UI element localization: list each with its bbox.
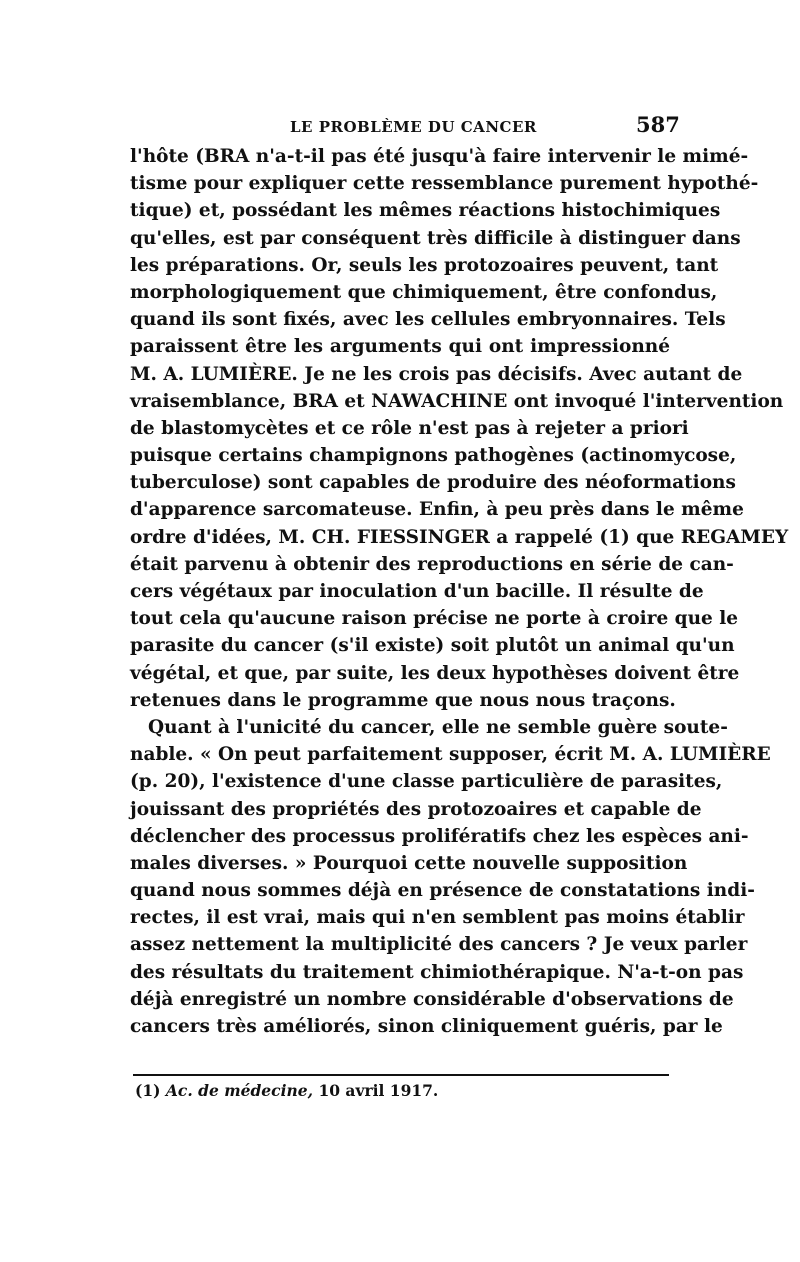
text-line: vraisemblance, BRA et NAWACHINE ont invoqué l'intervention	[130, 390, 784, 412]
footnote-divider	[133, 1074, 669, 1076]
body-text	[130, 143, 789, 1040]
text-line: males diverses. » Pourquoi cette nouvelle supposition	[130, 852, 688, 874]
footnote-date: 10 avril 1917.	[318, 1081, 439, 1100]
text-line: végétal, et que, par suite, les deux hypothèses doivent être	[130, 662, 740, 684]
footnote-source: Ac. de médecine,	[165, 1081, 314, 1100]
running-title: LE PROBLÈME DU CANCER	[290, 118, 537, 136]
footnote	[135, 1081, 438, 1100]
text-line: cancers très améliorés, sinon cliniquement guéris, par le	[130, 1016, 723, 1037]
text-line: tique) et, possédant les mêmes réactions histochimiques	[130, 200, 721, 222]
text-line: rectes, il est vrai, mais qui n'en semblent pas moins établir	[130, 907, 745, 929]
text-line: quand ils sont fixés, avec les cellules embryonnaires. Tels	[130, 309, 726, 331]
text-line: jouissant des propriétés des protozoaires et capable de	[130, 798, 702, 820]
text-line: tout cela qu'aucune raison précise ne porte à croire que le	[130, 608, 739, 630]
text-line: cers végétaux par inoculation d'un bacille. Il résulte de	[130, 581, 704, 602]
text-line: de blastomycètes et ce rôle n'est pas à rejeter a priori	[130, 417, 689, 439]
text-line: nable. « On peut parfaitement supposer, écrit M. A. LUMIÈRE	[130, 744, 771, 766]
text-line: parasite du cancer (s'il existe) soit plutôt un animal qu'un	[130, 635, 735, 657]
text-line: quand nous sommes déjà en présence de constatations indi-	[130, 880, 755, 902]
text-line: tuberculose) sont capables de produire des néoformations	[130, 472, 736, 494]
text-line: l'hôte (BRA n'a-t-il pas été jusqu'à faire intervenir le mimé-	[130, 146, 749, 167]
text-line-paragraph-end: retenues dans le programme que nous nous traçons.	[130, 689, 676, 711]
text-line: (p. 20), l'existence d'une classe particulière de parasites,	[130, 771, 723, 793]
text-line: était parvenu à obtenir des reproductions en série de can-	[130, 553, 734, 575]
text-line: déclencher des processus prolifératifs chez les espèces ani-	[130, 825, 749, 847]
page-number: 587	[636, 112, 680, 137]
text-line: les préparations. Or, seuls les protozoaires peuvent, tant	[130, 254, 719, 276]
text-line: déjà enregistré un nombre considérable d'observations de	[130, 988, 734, 1010]
text-line: d'apparence sarcomateuse. Enfin, à peu près dans le même	[130, 499, 744, 521]
text-line-paragraph-start: Quant à l'unicité du cancer, elle ne semble guère soute-	[148, 716, 728, 738]
text-line: paraissent être les arguments qui ont impressionné	[130, 336, 670, 358]
text-line: assez nettement la multiplicité des cancers ? Je veux parler	[130, 934, 748, 956]
text-line: M. A. LUMIÈRE. Je ne les crois pas décisifs. Avec autant de	[130, 363, 743, 385]
text-line: tisme pour expliquer cette ressemblance purement hypothé-	[130, 173, 759, 195]
text-line: des résultats du traitement chimiothérapique. N'a-t-on pas	[130, 961, 744, 983]
text-line: puisque certains champignons pathogènes (actinomycose,	[130, 445, 737, 467]
text-line: morphologiquement que chimiquement, être confondus,	[130, 281, 718, 303]
text-line: qu'elles, est par conséquent très difficile à distinguer dans	[130, 227, 741, 249]
footnote-marker: (1)	[135, 1081, 161, 1100]
text-line: ordre d'idées, M. CH. FIESSINGER a rappelé (1) que REGAMEY	[130, 526, 789, 548]
